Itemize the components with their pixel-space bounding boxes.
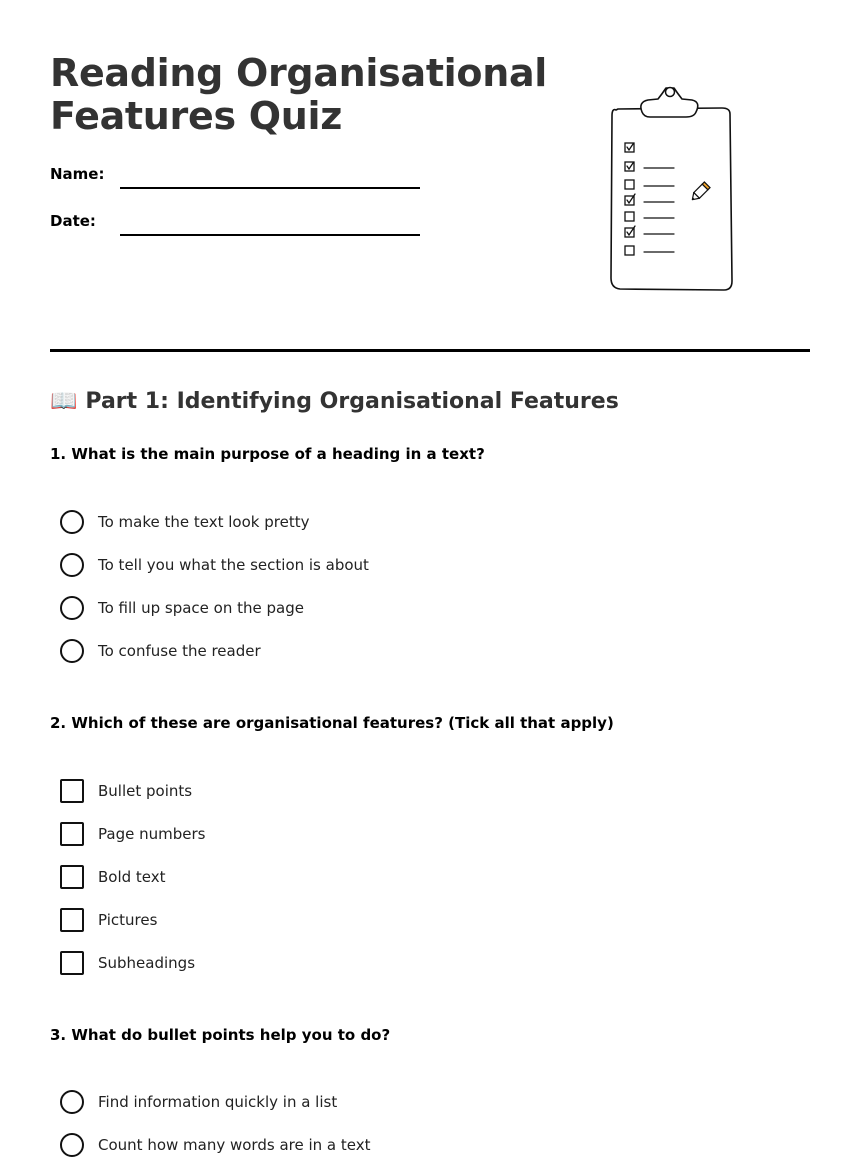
date-label: Date:	[50, 212, 96, 230]
checkbox[interactable]	[60, 865, 84, 889]
checkbox[interactable]	[60, 908, 84, 932]
title-line-2: Features Quiz	[50, 94, 343, 138]
part-1-heading	[50, 389, 619, 414]
option-label: Bold text	[98, 868, 166, 886]
section-divider	[50, 349, 810, 352]
name-field[interactable]	[120, 187, 420, 189]
question-2-option-4[interactable]	[60, 907, 157, 933]
option-label: To confuse the reader	[98, 642, 261, 660]
radio-button[interactable]	[60, 510, 84, 534]
question-1-text: 1. What is the main purpose of a heading in a text?	[50, 445, 485, 463]
radio-button[interactable]	[60, 639, 84, 663]
option-label: Page numbers	[98, 825, 206, 843]
radio-button[interactable]	[60, 1090, 84, 1114]
question-2-text: 2. Which of these are organisational features? (Tick all that apply)	[50, 714, 614, 732]
option-label: Subheadings	[98, 954, 196, 972]
radio-button[interactable]	[60, 553, 84, 577]
checkbox[interactable]	[60, 822, 84, 846]
question-1-option-2[interactable]	[60, 552, 369, 578]
question-1-option-1[interactable]	[60, 509, 309, 535]
quiz-page	[50, 0, 810, 1161]
question-3-text: 3. What do bullet points help you to do?	[50, 1026, 391, 1044]
checkbox[interactable]	[60, 779, 84, 803]
option-label: To make the text look pretty	[98, 513, 310, 531]
radio-button[interactable]	[60, 596, 84, 620]
question-2-option-5[interactable]	[60, 950, 195, 976]
question-1-option-4[interactable]	[60, 638, 261, 664]
open-book-icon: 📖	[50, 389, 78, 414]
clipboard-checklist-icon	[608, 82, 738, 294]
radio-button[interactable]	[60, 1133, 84, 1157]
part-1-heading-text: Part 1: Identifying Organisational Features	[85, 389, 619, 414]
question-1-option-3[interactable]	[60, 595, 304, 621]
option-label: Bullet points	[98, 782, 193, 800]
option-label: Pictures	[98, 911, 158, 929]
option-label: Find information quickly in a list	[98, 1093, 338, 1111]
option-label: To tell you what the section is about	[98, 556, 369, 574]
question-3-option-1[interactable]	[60, 1089, 337, 1115]
option-label: To fill up space on the page	[98, 599, 304, 617]
page-title	[50, 52, 547, 138]
question-2-option-2[interactable]	[60, 821, 205, 847]
option-label: Count how many words are in a text	[98, 1136, 371, 1154]
question-2-option-1[interactable]	[60, 778, 192, 804]
name-label: Name:	[50, 165, 105, 183]
checkbox[interactable]	[60, 951, 84, 975]
date-field[interactable]	[120, 234, 420, 236]
question-2-option-3[interactable]	[60, 864, 166, 890]
question-3-option-2[interactable]	[60, 1132, 370, 1158]
title-line-1: Reading Organisational	[50, 51, 548, 95]
